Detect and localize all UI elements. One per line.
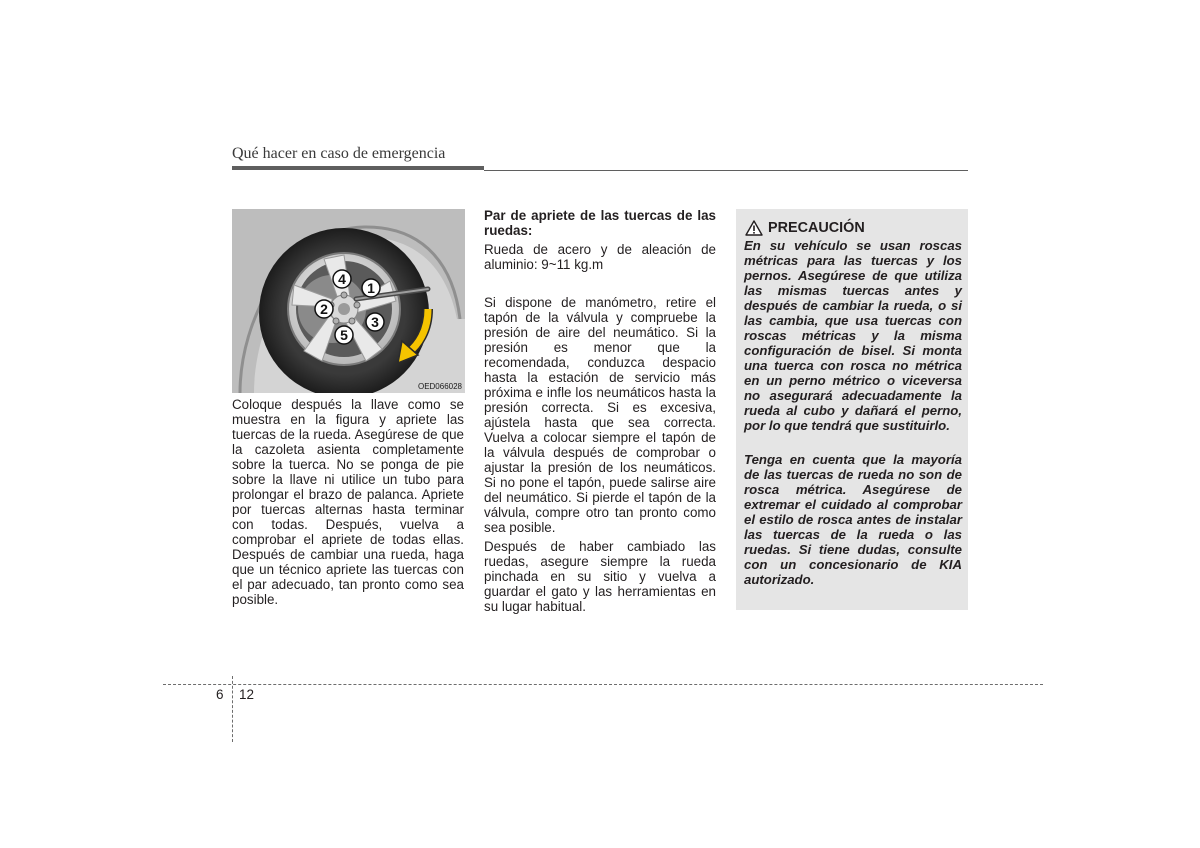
callout-5: 5 [340, 327, 348, 343]
callout-3: 3 [371, 314, 379, 330]
chapter-number: 6 [216, 687, 224, 702]
footer-rule [163, 684, 1043, 685]
wheel-figure [232, 209, 465, 393]
figure-code: OED066028 [417, 382, 462, 391]
torque-heading: Par de apriete de las tuercas de las ruedas: [484, 208, 716, 238]
after-change-paragraph: Después de haber cambiado las ruedas, asegure siempre la rueda pinchada en su sitio y vuelva a guardar el gato y las herramientas en su lugar habitual. [484, 539, 716, 614]
footer-divider [232, 676, 233, 742]
title-rule-thin [484, 170, 968, 171]
callout-4: 4 [338, 271, 346, 287]
caution-box [736, 209, 968, 610]
page-number: 12 [239, 687, 255, 702]
caution-paragraph-2: Tenga en cuenta que la mayoría de las tuercas de rueda no son de rosca métrica. Asegúrese de extremar el cuidado al comprobar el estilo de rosca antes de instalar las tuercas de la rueda o las ruedas. Si tiene dudas, consulte con un concesionario de KIA autorizado. [744, 452, 962, 587]
pressure-paragraph: Si dispone de manómetro, retire el tapón de la válvula y compruebe la presión de aire del neumático. Si la presión es menor que la recomendada, conduzca despacio hasta la estación de servicio más próxima e infle los neumáticos hasta la presión correcta. Si es excesiva, ajústela hasta que sea correcta. Vuelva a colocar siempre el tapón de la válvula después de comprobar o ajustar la presión de los neumáticos. Si no pone el tapón, puede salirse aire del neumático. Si pierde el tapón de la válvula, compre otro tan pronto como sea posible. [484, 295, 716, 535]
caution-title: PRECAUCIÓN [768, 220, 865, 236]
caution-paragraph-1: En su vehículo se usan roscas métricas para las tuercas y los pernos. Asegúrese de que utiliza las mismas tuercas antes y después de cambiar la rueda, o si las cambia, que usa tuercas con roscas métricas y la misma configuración de bisel. Si monta una tuerca con rosca no métrica en un perno métrico o viceversa no asegurará adecuadamente la rueda al cubo y dañará el perno, por lo que tendrá que sustituirlo. [744, 238, 962, 433]
callout-2: 2 [320, 301, 328, 317]
warning-triangle-icon [745, 220, 763, 236]
wheel-illustration [232, 209, 465, 393]
callout-1: 1 [367, 280, 375, 296]
title-rule-thick [232, 166, 484, 170]
section-title: Qué hacer en caso de emergencia [232, 145, 446, 162]
instructions-paragraph: Coloque después la llave como se muestra en la figura y apriete las tuercas de la rueda. Asegúrese de que la cazoleta asienta completamente sobre la tuerca. No se ponga de pie sobre la llave ni utilice un tubo para prolongar el brazo de palanca. Apriete por tuercas alternas hasta terminar con todas. Después, vuelva a comprobar el apriete de todas ellas. Después de cambiar una rueda, haga que un técnico apriete las tuercas con el par adecuado, tan pronto como sea posible. [232, 397, 464, 607]
torque-value: Rueda de acero y de aleación de aluminio: 9~11 kg.m [484, 242, 716, 272]
